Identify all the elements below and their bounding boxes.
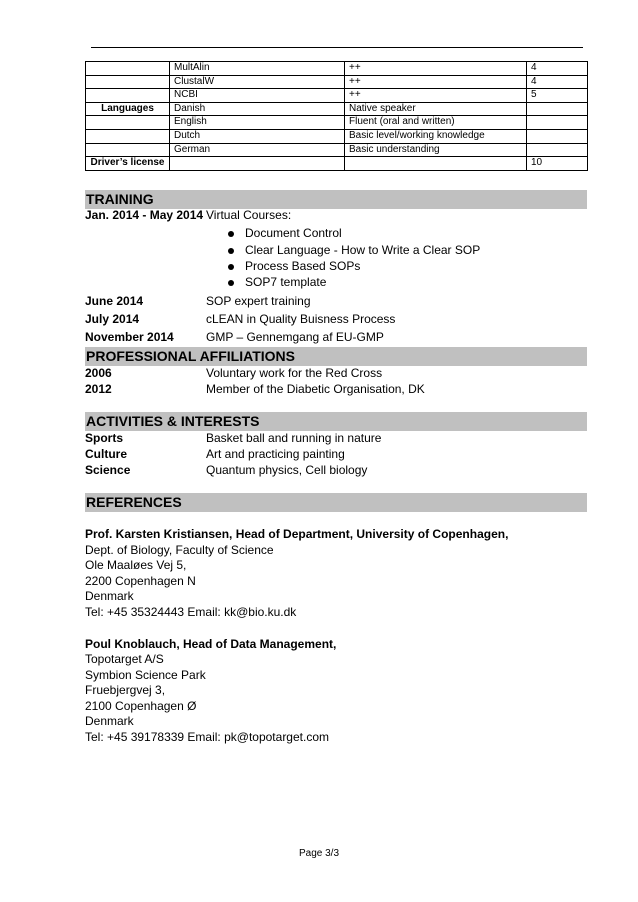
training-heading: TRAINING — [85, 190, 587, 209]
table-row: English Fluent (oral and written) — [86, 116, 588, 130]
activity-text: Art and practicing painting — [206, 447, 345, 461]
affiliation-date: 2012 — [85, 382, 112, 396]
training-date: November 2014 — [85, 330, 174, 344]
reference-line: Topotarget A/S — [85, 652, 164, 666]
table-row: Languages Danish Native speaker — [86, 102, 588, 116]
bullet-icon — [228, 280, 234, 286]
activity-text: Basket ball and running in nature — [206, 431, 382, 445]
table-row: MultAlin ++ 4 — [86, 62, 588, 76]
training-text: Virtual Courses: — [206, 208, 292, 222]
activity-text: Quantum physics, Cell biology — [206, 463, 368, 477]
training-bullet-item: Clear Language - How to Write a Clear SOP — [245, 243, 481, 257]
reference-line: Fruebjergvej 3, — [85, 683, 166, 697]
bullet-icon — [228, 264, 234, 270]
reference-line: Symbion Science Park — [85, 668, 206, 682]
references-heading: REFERENCES — [85, 493, 587, 512]
reference-line: 2100 Copenhagen Ø — [85, 699, 197, 713]
affiliation-text: Member of the Diabetic Organisation, DK — [206, 382, 425, 396]
reference-line: Denmark — [85, 714, 134, 728]
reference-contact: Tel: +45 35324443 Email: kk@bio.ku.dk — [85, 605, 297, 619]
activities-heading: ACTIVITIES & INTERESTS — [85, 412, 587, 431]
reference-line: Denmark — [85, 589, 134, 603]
activity-key: Science — [85, 463, 131, 477]
training-text: SOP expert training — [206, 294, 311, 308]
training-text: GMP – Gennemgang af EU-GMP — [206, 330, 384, 344]
reference-name: Prof. Karsten Kristiansen, Head of Department, University of Copenhagen, — [85, 527, 509, 541]
page-number: Page 3/3 — [298, 848, 340, 859]
reference-contact: Tel: +45 39178339 Email: pk@topotarget.com — [85, 730, 329, 744]
training-date: June 2014 — [85, 294, 144, 308]
reference-line: Dept. of Biology, Faculty of Science — [85, 543, 274, 557]
training-bullet-item: SOP7 template — [245, 275, 327, 289]
training-date: Jan. 2014 - May 2014 — [85, 208, 204, 222]
table-row: ClustalW ++ 4 — [86, 75, 588, 89]
affiliation-text: Voluntary work for the Red Cross — [206, 366, 383, 380]
training-bullet-item: Process Based SOPs — [245, 259, 361, 273]
header-rule — [91, 47, 583, 48]
table-row: Driver’s license 10 — [86, 157, 588, 171]
table-row: NCBI ++ 5 — [86, 89, 588, 103]
bullet-icon — [228, 231, 234, 237]
affiliations-heading: PROFESSIONAL AFFILIATIONS — [85, 347, 587, 366]
table-row: German Basic understanding — [86, 143, 588, 157]
affiliation-date: 2006 — [85, 366, 112, 380]
reference-line: 2200 Copenhagen N — [85, 574, 196, 588]
table-row: Dutch Basic level/working knowledge — [86, 129, 588, 143]
reference-line: Ole Maaløes Vej 5, — [85, 558, 187, 572]
training-bullet-item: Document Control — [245, 226, 342, 240]
bullet-icon — [228, 248, 234, 254]
activity-key: Sports — [85, 431, 124, 445]
training-text: cLEAN in Quality Buisness Process — [206, 312, 396, 326]
activity-key: Culture — [85, 447, 127, 461]
reference-name: Poul Knoblauch, Head of Data Management, — [85, 637, 337, 651]
skills-table — [85, 61, 588, 171]
training-date: July 2014 — [85, 312, 140, 326]
